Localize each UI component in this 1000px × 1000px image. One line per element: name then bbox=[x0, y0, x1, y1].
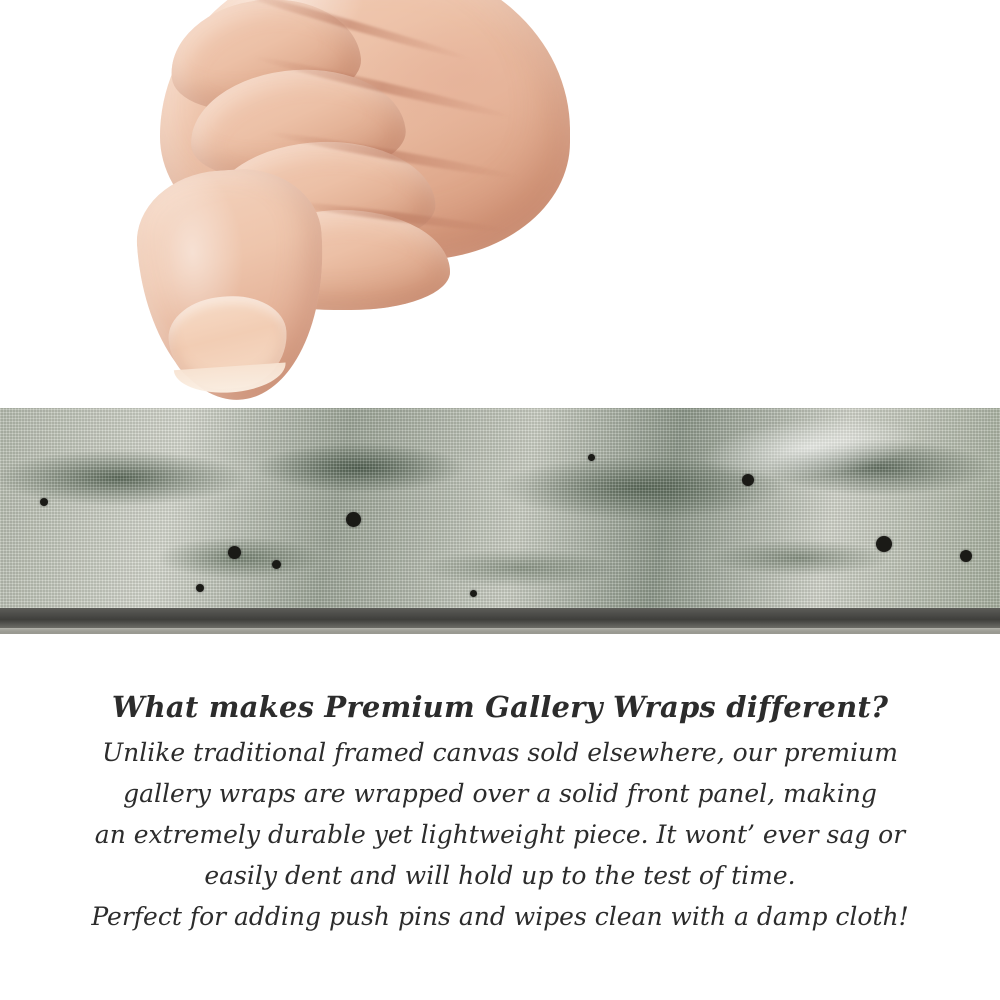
texture-speck bbox=[742, 474, 754, 486]
texture-speck bbox=[876, 536, 892, 552]
texture-speck bbox=[346, 512, 361, 527]
texture-speck bbox=[470, 590, 477, 597]
caption-block bbox=[0, 690, 1000, 937]
hand-illustration bbox=[130, 0, 600, 420]
caption-heading: What makes Premium Gallery Wraps different? bbox=[111, 690, 889, 724]
caption-line-4: easily dent and will hold up to the test of time. bbox=[204, 861, 796, 890]
caption-line-2: gallery wraps are wrapped over a solid front panel, making bbox=[123, 779, 877, 808]
texture-speck bbox=[40, 498, 48, 506]
thumb bbox=[132, 164, 333, 406]
texture-speck bbox=[588, 454, 595, 461]
canvas-panel-edge bbox=[0, 608, 1000, 634]
texture-speck bbox=[228, 546, 241, 559]
caption-line-1: Unlike traditional framed canvas sold elsewhere, our premium bbox=[102, 738, 898, 767]
texture-speck bbox=[960, 550, 972, 562]
texture-speck bbox=[196, 584, 204, 592]
canvas-edge-strip bbox=[0, 408, 1000, 620]
caption-line-5: Perfect for adding push pins and wipes clean with a damp cloth! bbox=[91, 902, 909, 931]
caption-line-3: an extremely durable yet lightweight piece. It wont’ ever sag or bbox=[94, 820, 906, 849]
texture-speck bbox=[272, 560, 281, 569]
